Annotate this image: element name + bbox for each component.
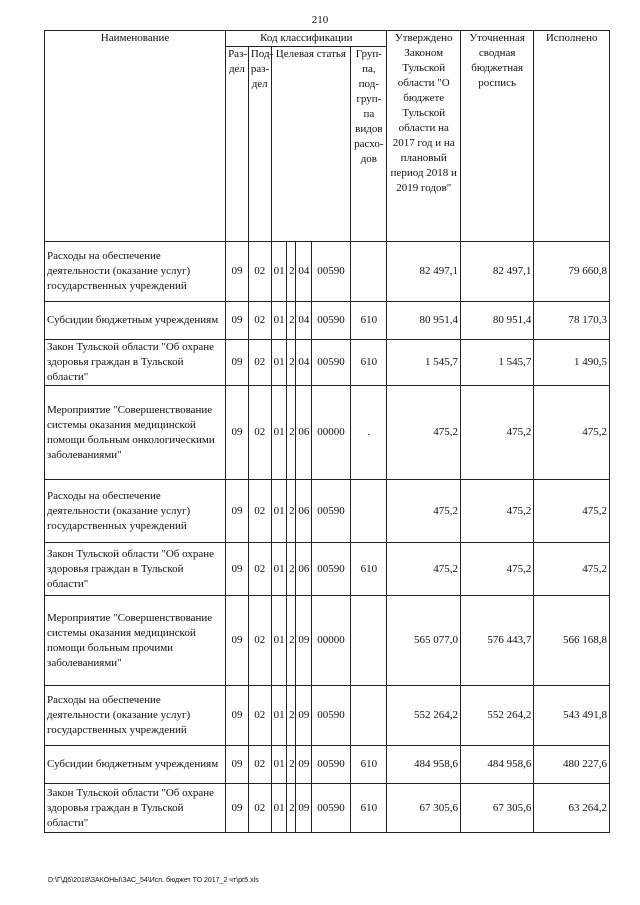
row-target-4: 00590 <box>311 686 350 746</box>
row-group: . <box>351 386 387 480</box>
row-approved: 1 545,7 <box>387 340 460 386</box>
row-target-2: 2 <box>287 784 296 833</box>
row-target-1: 01 <box>271 784 287 833</box>
row-podrazdel: 02 <box>248 242 271 302</box>
row-target-4: 00590 <box>311 302 350 340</box>
table-body <box>45 242 610 833</box>
row-name: Субсидии бюджетным учреждениям <box>45 746 226 784</box>
row-name: Расходы на обеспечение деятельности (оказание услуг) государственных учреждений <box>45 480 226 543</box>
row-podrazdel: 02 <box>248 543 271 596</box>
row-razdel: 09 <box>226 686 249 746</box>
row-target-1: 01 <box>271 686 287 746</box>
row-razdel: 09 <box>226 596 249 686</box>
row-podrazdel: 02 <box>248 340 271 386</box>
row-target-3: 06 <box>296 386 312 480</box>
header-refined: Уточненная сводная бюджетная роспись <box>460 31 533 242</box>
row-target-3: 04 <box>296 242 312 302</box>
row-approved: 484 958,6 <box>387 746 460 784</box>
row-approved: 565 077,0 <box>387 596 460 686</box>
row-group: 610 <box>351 746 387 784</box>
row-name: Закон Тульской области "Об охране здоровья граждан в Тульской области" <box>45 543 226 596</box>
row-executed: 475,2 <box>534 480 610 543</box>
row-razdel: 09 <box>226 543 249 596</box>
row-executed: 79 660,8 <box>534 242 610 302</box>
row-razdel: 09 <box>226 746 249 784</box>
row-name: Мероприятие "Совершенствование системы оказания медицинской помощи больным онкологическими заболеваниями" <box>45 386 226 480</box>
row-target-4: 00590 <box>311 340 350 386</box>
row-refined: 552 264,2 <box>460 686 533 746</box>
row-refined: 475,2 <box>460 543 533 596</box>
row-executed: 63 264,2 <box>534 784 610 833</box>
row-executed: 475,2 <box>534 386 610 480</box>
header-razdel: Раз-дел <box>226 47 249 242</box>
row-podrazdel: 02 <box>248 386 271 480</box>
row-name: Мероприятие "Совершенствование системы оказания медицинской помощи больным прочими заболеваниями" <box>45 596 226 686</box>
row-razdel: 09 <box>226 242 249 302</box>
header-executed: Исполнено <box>534 31 610 242</box>
row-target-4: 00590 <box>311 242 350 302</box>
row-target-2: 2 <box>287 596 296 686</box>
row-group <box>351 596 387 686</box>
row-executed: 475,2 <box>534 543 610 596</box>
row-target-1: 01 <box>271 596 287 686</box>
row-target-1: 01 <box>271 302 287 340</box>
row-podrazdel: 02 <box>248 480 271 543</box>
row-group <box>351 686 387 746</box>
row-razdel: 09 <box>226 784 249 833</box>
row-target-2: 2 <box>287 386 296 480</box>
row-podrazdel: 02 <box>248 302 271 340</box>
row-refined: 1 545,7 <box>460 340 533 386</box>
row-target-3: 06 <box>296 543 312 596</box>
row-name: Закон Тульской области "Об охране здоровья граждан в Тульской области" <box>45 784 226 833</box>
row-target-1: 01 <box>271 480 287 543</box>
row-refined: 484 958,6 <box>460 746 533 784</box>
row-group: 610 <box>351 340 387 386</box>
row-executed: 543 491,8 <box>534 686 610 746</box>
row-refined: 67 305,6 <box>460 784 533 833</box>
row-executed: 1 490,5 <box>534 340 610 386</box>
row-target-2: 2 <box>287 302 296 340</box>
row-target-1: 01 <box>271 340 287 386</box>
header-approved: Утверждено Законом Тульской области "О бюджете Тульской области на 2017 год и на плановый период 2018 и 2019 годов" <box>387 31 460 242</box>
row-approved: 80 951,4 <box>387 302 460 340</box>
row-refined: 475,2 <box>460 386 533 480</box>
row-group <box>351 242 387 302</box>
header-podrazdel: Под-раз-дел <box>248 47 271 242</box>
row-target-1: 01 <box>271 242 287 302</box>
row-target-4: 00000 <box>311 386 350 480</box>
row-refined: 475,2 <box>460 480 533 543</box>
row-executed: 78 170,3 <box>534 302 610 340</box>
row-approved: 475,2 <box>387 386 460 480</box>
table-row <box>45 242 610 302</box>
row-target-1: 01 <box>271 543 287 596</box>
row-group: 610 <box>351 543 387 596</box>
row-target-4: 00000 <box>311 596 350 686</box>
row-target-2: 2 <box>287 340 296 386</box>
row-name: Субсидии бюджетным учреждениям <box>45 302 226 340</box>
row-target-4: 00590 <box>311 784 350 833</box>
row-target-4: 00590 <box>311 746 350 784</box>
row-executed: 566 168,8 <box>534 596 610 686</box>
row-group: 610 <box>351 784 387 833</box>
table-row <box>45 596 610 686</box>
row-approved: 67 305,6 <box>387 784 460 833</box>
row-name: Закон Тульской области "Об охране здоровья граждан в Тульской области" <box>45 340 226 386</box>
row-target-3: 04 <box>296 302 312 340</box>
page-number: 210 <box>311 14 329 26</box>
row-group: 610 <box>351 302 387 340</box>
budget-table <box>44 30 610 833</box>
table-row <box>45 686 610 746</box>
row-refined: 82 497,1 <box>460 242 533 302</box>
row-podrazdel: 02 <box>248 784 271 833</box>
table-row <box>45 386 610 480</box>
row-approved: 82 497,1 <box>387 242 460 302</box>
row-refined: 80 951,4 <box>460 302 533 340</box>
row-target-2: 2 <box>287 686 296 746</box>
row-target-4: 00590 <box>311 543 350 596</box>
header-name: Наименование <box>45 31 226 242</box>
row-approved: 552 264,2 <box>387 686 460 746</box>
row-target-3: 09 <box>296 746 312 784</box>
table-row <box>45 302 610 340</box>
row-group <box>351 480 387 543</box>
row-podrazdel: 02 <box>248 746 271 784</box>
row-podrazdel: 02 <box>248 596 271 686</box>
row-podrazdel: 02 <box>248 686 271 746</box>
table-row <box>45 480 610 543</box>
row-target-1: 01 <box>271 746 287 784</box>
header-target: Целевая статья <box>271 47 351 242</box>
row-target-1: 01 <box>271 386 287 480</box>
header-group: Груп-па, под-груп-па видов расхо-дов <box>351 47 387 242</box>
row-target-2: 2 <box>287 480 296 543</box>
row-target-3: 04 <box>296 340 312 386</box>
row-approved: 475,2 <box>387 480 460 543</box>
row-razdel: 09 <box>226 386 249 480</box>
row-razdel: 09 <box>226 302 249 340</box>
row-executed: 480 227,6 <box>534 746 610 784</box>
row-razdel: 09 <box>226 340 249 386</box>
row-target-4: 00590 <box>311 480 350 543</box>
row-name: Расходы на обеспечение деятельности (оказание услуг) государственных учреждений <box>45 242 226 302</box>
footer-file-path: D:\Г\Д6\2018\ЗАКОНЫ\ЗАС_54\Исп. бюджет ТО 2017_2 чт\pr5.xls <box>48 877 259 884</box>
row-refined: 576 443,7 <box>460 596 533 686</box>
table-row <box>45 543 610 596</box>
table-row <box>45 784 610 833</box>
row-target-3: 09 <box>296 596 312 686</box>
row-razdel: 09 <box>226 480 249 543</box>
row-approved: 475,2 <box>387 543 460 596</box>
table-row <box>45 340 610 386</box>
row-target-2: 2 <box>287 242 296 302</box>
row-target-2: 2 <box>287 543 296 596</box>
header-code-group: Код классификации <box>226 31 387 47</box>
row-target-2: 2 <box>287 746 296 784</box>
row-target-3: 09 <box>296 686 312 746</box>
row-name: Расходы на обеспечение деятельности (оказание услуг) государственных учреждений <box>45 686 226 746</box>
row-target-3: 09 <box>296 784 312 833</box>
row-target-3: 06 <box>296 480 312 543</box>
table-row <box>45 746 610 784</box>
